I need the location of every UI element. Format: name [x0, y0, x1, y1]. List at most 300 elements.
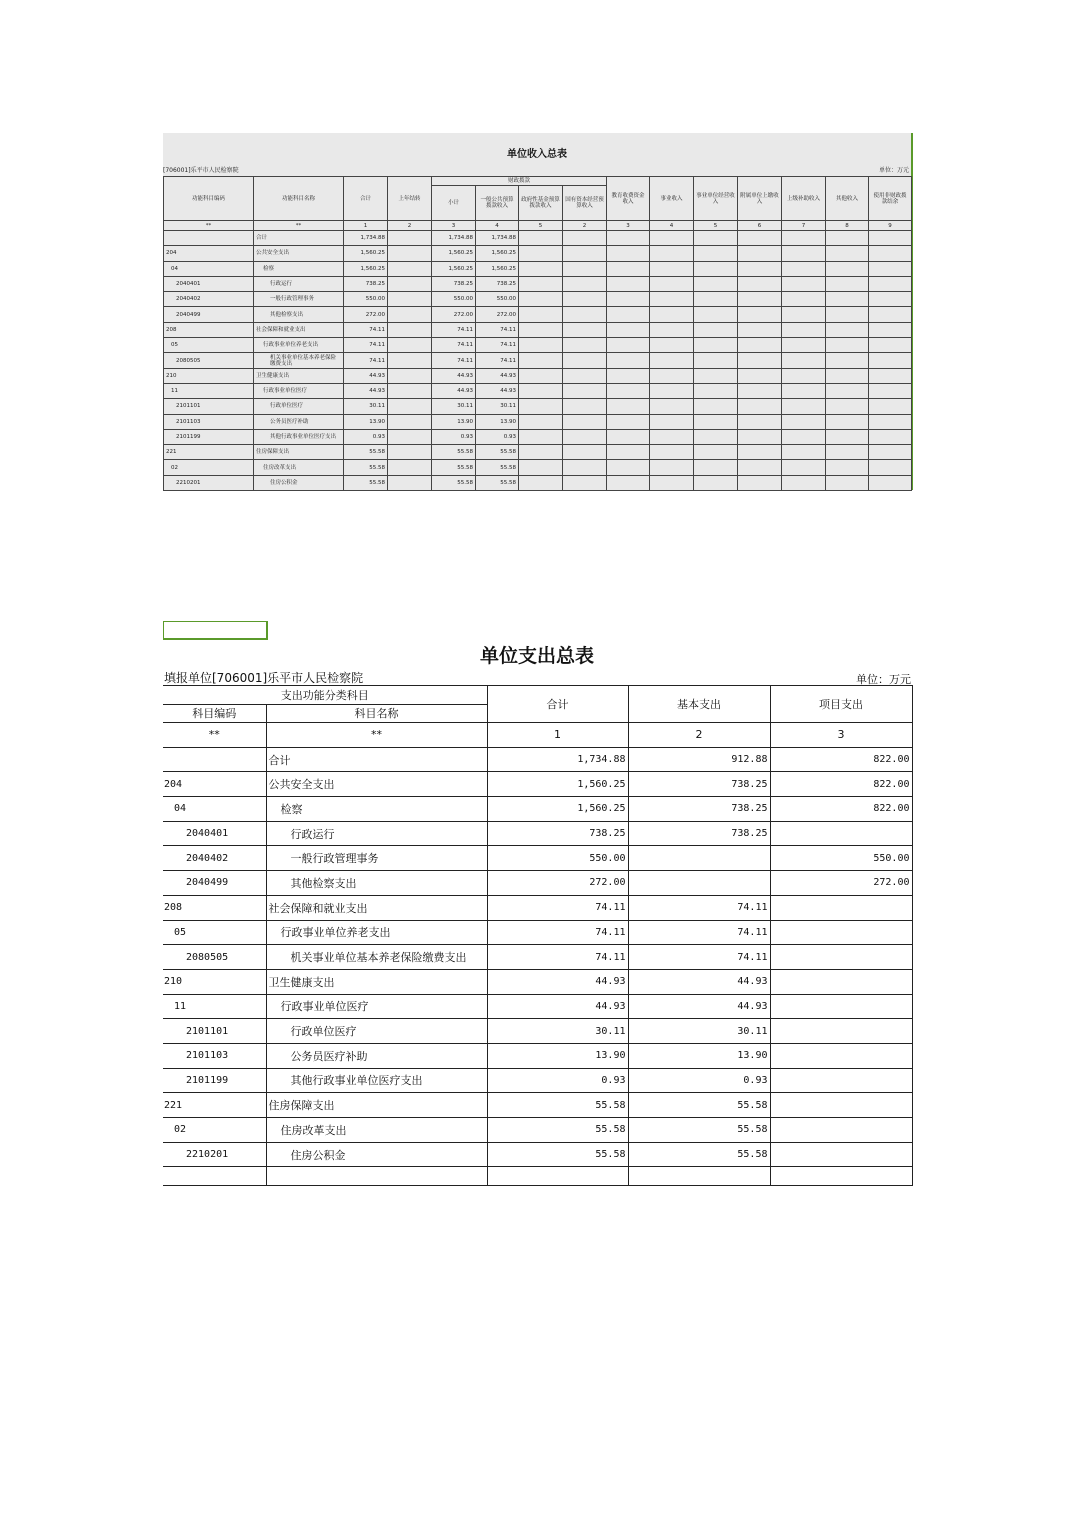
row-code: 210 — [164, 368, 254, 383]
row-code: 2101199 — [164, 429, 254, 444]
row-empty-cell — [519, 399, 563, 414]
row-empty-cell — [869, 307, 912, 322]
row-code: 2101103 — [163, 1043, 266, 1068]
expenditure-table-title: 单位支出总表 — [479, 645, 594, 667]
row-empty-cell — [869, 445, 912, 460]
row-empty-cell — [694, 475, 738, 490]
row-empty-cell — [563, 322, 607, 337]
row-total: 738.25 — [344, 276, 388, 291]
row-empty-cell — [782, 414, 826, 429]
header-total: 合计 — [487, 686, 628, 723]
row-total: 74.11 — [487, 945, 628, 970]
row-empty-cell — [869, 246, 912, 261]
table-row — [164, 322, 912, 337]
row-carryover — [388, 338, 432, 353]
row-general-budget: 74.11 — [476, 338, 519, 353]
row-empty-cell — [607, 460, 650, 475]
row-empty-cell — [563, 353, 607, 368]
row-general-budget: 1,560.25 — [476, 261, 519, 276]
row-name: 其他检察支出 — [266, 871, 487, 896]
row-project: 822.00 — [770, 772, 912, 797]
row-basic: 44.93 — [628, 969, 770, 994]
row-empty-cell — [563, 429, 607, 444]
row-empty-cell — [782, 475, 826, 490]
row-empty-cell — [694, 276, 738, 291]
row-empty-cell — [694, 445, 738, 460]
row-total: 74.11 — [344, 353, 388, 368]
income-number-row — [164, 221, 912, 231]
row-empty-cell — [607, 445, 650, 460]
row-empty-cell — [782, 383, 826, 398]
row-empty-cell — [694, 246, 738, 261]
row-code: 2040401 — [163, 821, 266, 846]
row-empty-cell — [826, 475, 869, 490]
row-empty-cell — [607, 261, 650, 276]
row-name: 一般行政管理事务 — [254, 292, 344, 307]
row-code: 2080505 — [164, 353, 254, 368]
row-empty-cell — [869, 383, 912, 398]
row-basic: 44.93 — [628, 994, 770, 1019]
expenditure-table — [163, 685, 913, 1186]
row-fiscal-subtotal: 55.58 — [432, 475, 476, 490]
column-number: 8 — [826, 221, 869, 231]
table-row — [164, 231, 912, 246]
row-name: 行政运行 — [254, 276, 344, 291]
row-empty-cell — [519, 338, 563, 353]
header-other: 上级补助收入 — [782, 177, 826, 221]
header-carryover: 上年结转 — [388, 177, 432, 221]
row-code: 02 — [164, 460, 254, 475]
row-total: 550.00 — [487, 846, 628, 871]
row-name: 公共安全支出 — [266, 772, 487, 797]
row-name: 住房公积金 — [266, 1142, 487, 1167]
row-empty-cell — [694, 429, 738, 444]
row-general-budget: 0.93 — [476, 429, 519, 444]
row-empty-cell — [738, 246, 782, 261]
row-total: 44.93 — [344, 368, 388, 383]
table-row — [164, 292, 912, 307]
row-general-budget: 738.25 — [476, 276, 519, 291]
row-total: 1,734.88 — [487, 747, 628, 772]
row-empty-cell — [782, 429, 826, 444]
row-empty-cell — [782, 246, 826, 261]
row-empty-cell — [563, 261, 607, 276]
table-row — [163, 1093, 912, 1118]
row-total: 272.00 — [344, 307, 388, 322]
row-empty-cell — [519, 368, 563, 383]
row-empty-cell — [694, 307, 738, 322]
row-empty-cell — [563, 307, 607, 322]
header-other: 使用非财政拨款结余 — [869, 177, 912, 221]
header-name: 功能科目名称 — [254, 177, 344, 221]
row-carryover — [388, 292, 432, 307]
expenditure-number-row — [163, 723, 912, 748]
row-total: 13.90 — [487, 1043, 628, 1068]
row-carryover — [388, 368, 432, 383]
table-row — [163, 945, 912, 970]
row-code: 04 — [163, 797, 266, 822]
row-empty-cell — [826, 322, 869, 337]
table-row — [163, 871, 912, 896]
table-row — [164, 261, 912, 276]
header-other: 事业收入 — [650, 177, 694, 221]
header-other: 附属单位上缴收入 — [738, 177, 782, 221]
row-project — [770, 994, 912, 1019]
row-general-budget: 74.11 — [476, 353, 519, 368]
row-project: 272.00 — [770, 871, 912, 896]
row-name: 公务员医疗补助 — [266, 1043, 487, 1068]
row-empty-cell — [782, 445, 826, 460]
row-name: 机关事业单位基本养老保险缴费支出 — [254, 353, 344, 368]
row-carryover — [388, 322, 432, 337]
column-number: ** — [254, 221, 344, 231]
row-empty-cell — [738, 307, 782, 322]
blank-row — [163, 1167, 912, 1186]
row-name: 公务员医疗补助 — [254, 414, 344, 429]
row-basic: 912.88 — [628, 747, 770, 772]
row-empty-cell — [694, 368, 738, 383]
header-fiscal-group: 财政拨款 — [432, 177, 607, 186]
row-fiscal-subtotal: 272.00 — [432, 307, 476, 322]
row-carryover — [388, 399, 432, 414]
row-project — [770, 1043, 912, 1068]
row-empty-cell — [694, 399, 738, 414]
row-project — [770, 945, 912, 970]
row-empty-cell — [782, 338, 826, 353]
row-empty-cell — [650, 276, 694, 291]
row-code: 11 — [163, 994, 266, 1019]
row-empty-cell — [826, 338, 869, 353]
row-carryover — [388, 246, 432, 261]
row-empty-cell — [650, 307, 694, 322]
row-empty-cell — [650, 322, 694, 337]
row-basic: 0.93 — [628, 1068, 770, 1093]
column-number: 5 — [519, 221, 563, 231]
row-project — [770, 895, 912, 920]
table-row — [164, 429, 912, 444]
row-empty-cell — [869, 353, 912, 368]
row-name: 行政单位医疗 — [254, 399, 344, 414]
row-name: 行政事业单位医疗 — [254, 383, 344, 398]
row-empty-cell — [738, 383, 782, 398]
table-row — [164, 460, 912, 475]
row-project — [770, 969, 912, 994]
table-row — [163, 920, 912, 945]
row-empty-cell — [782, 276, 826, 291]
row-general-budget: 55.58 — [476, 445, 519, 460]
column-number: 3 — [770, 723, 912, 748]
table-row — [163, 1043, 912, 1068]
row-empty-cell — [826, 231, 869, 246]
row-code: 208 — [164, 322, 254, 337]
row-empty-cell — [650, 383, 694, 398]
header-group: 支出功能分类科目 — [163, 686, 487, 705]
row-empty-cell — [782, 231, 826, 246]
row-empty-cell — [738, 338, 782, 353]
table-row — [164, 307, 912, 322]
column-number: 4 — [650, 221, 694, 231]
row-empty-cell — [563, 276, 607, 291]
header-fiscal-sub: 小计 — [432, 186, 476, 221]
expenditure-unit-label: 单位：万元 — [856, 673, 911, 686]
header-total: 合计 — [344, 177, 388, 221]
table-row — [164, 246, 912, 261]
row-carryover — [388, 414, 432, 429]
row-total: 1,734.88 — [344, 231, 388, 246]
row-empty-cell — [738, 322, 782, 337]
row-name: 公共安全支出 — [254, 246, 344, 261]
header-name: 科目名称 — [266, 704, 487, 723]
row-empty-cell — [782, 261, 826, 276]
column-number: ** — [163, 723, 266, 748]
row-carryover — [388, 353, 432, 368]
row-name: 社会保障和就业支出 — [254, 322, 344, 337]
row-code: 05 — [163, 920, 266, 945]
row-basic: 74.11 — [628, 920, 770, 945]
row-total: 13.90 — [344, 414, 388, 429]
table-row — [163, 1118, 912, 1143]
row-empty-cell — [826, 399, 869, 414]
row-fiscal-subtotal: 550.00 — [432, 292, 476, 307]
table-row — [163, 969, 912, 994]
row-total: 55.58 — [487, 1093, 628, 1118]
row-empty-cell — [694, 383, 738, 398]
row-empty-cell — [650, 338, 694, 353]
row-empty-cell — [694, 292, 738, 307]
row-fiscal-subtotal: 13.90 — [432, 414, 476, 429]
row-empty-cell — [607, 322, 650, 337]
row-empty-cell — [869, 261, 912, 276]
row-name: 行政单位医疗 — [266, 1019, 487, 1044]
header-code: 功能科目编码 — [164, 177, 254, 221]
row-basic: 74.11 — [628, 945, 770, 970]
row-empty-cell — [738, 460, 782, 475]
row-empty-cell — [826, 429, 869, 444]
row-general-budget: 30.11 — [476, 399, 519, 414]
row-empty-cell — [607, 276, 650, 291]
column-number: 5 — [694, 221, 738, 231]
row-empty-cell — [519, 383, 563, 398]
header-other: 其他收入 — [826, 177, 869, 221]
income-unit-label: 单位：万元 — [878, 167, 909, 174]
row-basic: 55.58 — [628, 1118, 770, 1143]
row-empty-cell — [563, 368, 607, 383]
row-code: 221 — [163, 1093, 266, 1118]
row-empty-cell — [869, 368, 912, 383]
column-number: 2 — [563, 221, 607, 231]
row-empty-cell — [563, 399, 607, 414]
row-empty-cell — [738, 292, 782, 307]
row-code: 2210201 — [163, 1142, 266, 1167]
row-fiscal-subtotal: 0.93 — [432, 429, 476, 444]
table-row — [163, 821, 912, 846]
row-general-budget: 1,734.88 — [476, 231, 519, 246]
row-empty-cell — [782, 460, 826, 475]
row-fiscal-subtotal: 738.25 — [432, 276, 476, 291]
row-project: 822.00 — [770, 747, 912, 772]
row-empty-cell — [826, 246, 869, 261]
table-row — [164, 414, 912, 429]
row-empty-cell — [607, 353, 650, 368]
row-fiscal-subtotal: 55.58 — [432, 460, 476, 475]
row-name: 检察 — [254, 261, 344, 276]
row-carryover — [388, 445, 432, 460]
row-total: 55.58 — [344, 475, 388, 490]
row-project — [770, 1068, 912, 1093]
row-name: 合计 — [266, 747, 487, 772]
row-name: 社会保障和就业支出 — [266, 895, 487, 920]
row-empty-cell — [738, 399, 782, 414]
row-empty-cell — [782, 292, 826, 307]
row-basic: 738.25 — [628, 821, 770, 846]
header-fiscal-sub: 国有资本经营预算收入 — [563, 186, 607, 221]
row-empty-cell — [869, 460, 912, 475]
row-empty-cell — [519, 475, 563, 490]
row-total: 55.58 — [487, 1142, 628, 1167]
row-basic: 738.25 — [628, 797, 770, 822]
row-code: 02 — [163, 1118, 266, 1143]
header-other: 事业单位经营收入 — [694, 177, 738, 221]
row-code: 204 — [164, 246, 254, 261]
row-general-budget: 44.93 — [476, 368, 519, 383]
header-other: 教育收费资金收入 — [607, 177, 650, 221]
table-row — [163, 994, 912, 1019]
row-empty-cell — [782, 368, 826, 383]
row-project: 550.00 — [770, 846, 912, 871]
header-fiscal-sub: 政府性基金预算拨款收入 — [519, 186, 563, 221]
row-empty-cell — [650, 445, 694, 460]
row-empty-cell — [519, 292, 563, 307]
row-name: 住房保障支出 — [266, 1093, 487, 1118]
row-empty-cell — [650, 368, 694, 383]
row-code: 05 — [164, 338, 254, 353]
row-empty-cell — [738, 231, 782, 246]
row-empty-cell — [738, 276, 782, 291]
row-general-budget: 550.00 — [476, 292, 519, 307]
row-name: 行政事业单位医疗 — [266, 994, 487, 1019]
row-empty-cell — [826, 414, 869, 429]
row-code: 210 — [163, 969, 266, 994]
row-total: 1,560.25 — [487, 772, 628, 797]
table-row — [164, 338, 912, 353]
row-basic: 55.58 — [628, 1142, 770, 1167]
column-number: ** — [164, 221, 254, 231]
row-fiscal-subtotal: 74.11 — [432, 322, 476, 337]
table-row — [164, 276, 912, 291]
row-empty-cell — [563, 475, 607, 490]
row-empty-cell — [826, 460, 869, 475]
row-code: 2040402 — [164, 292, 254, 307]
row-empty-cell — [563, 445, 607, 460]
row-carryover — [388, 276, 432, 291]
column-number: ** — [266, 723, 487, 748]
row-project — [770, 1142, 912, 1167]
row-basic — [628, 871, 770, 896]
row-empty-cell — [650, 292, 694, 307]
row-empty-cell — [519, 276, 563, 291]
row-empty-cell — [607, 414, 650, 429]
row-empty-cell — [563, 460, 607, 475]
row-fiscal-subtotal: 74.11 — [432, 338, 476, 353]
row-empty-cell — [650, 429, 694, 444]
table-row — [163, 1142, 912, 1167]
column-number: 1 — [344, 221, 388, 231]
row-project — [770, 920, 912, 945]
row-empty-cell — [826, 368, 869, 383]
row-empty-cell — [826, 292, 869, 307]
row-empty-cell — [738, 368, 782, 383]
selected-cell[interactable] — [163, 621, 268, 640]
row-empty-cell — [869, 414, 912, 429]
row-empty-cell — [563, 414, 607, 429]
table-row — [164, 475, 912, 490]
row-empty-cell — [607, 338, 650, 353]
row-empty-cell — [869, 231, 912, 246]
row-basic: 30.11 — [628, 1019, 770, 1044]
row-empty-cell — [563, 231, 607, 246]
row-empty-cell — [694, 338, 738, 353]
row-empty-cell — [738, 261, 782, 276]
row-empty-cell — [519, 414, 563, 429]
row-name: 住房保障支出 — [254, 445, 344, 460]
row-total: 0.93 — [487, 1068, 628, 1093]
row-empty-cell — [869, 292, 912, 307]
row-carryover — [388, 231, 432, 246]
row-empty-cell — [650, 414, 694, 429]
row-empty-cell — [607, 368, 650, 383]
row-fiscal-subtotal: 44.93 — [432, 368, 476, 383]
row-fiscal-subtotal: 74.11 — [432, 353, 476, 368]
row-carryover — [388, 261, 432, 276]
table-row — [163, 1019, 912, 1044]
row-empty-cell — [607, 475, 650, 490]
row-carryover — [388, 475, 432, 490]
row-general-budget: 1,560.25 — [476, 246, 519, 261]
row-empty-cell — [650, 246, 694, 261]
row-empty-cell — [519, 445, 563, 460]
row-basic: 55.58 — [628, 1093, 770, 1118]
column-number: 6 — [738, 221, 782, 231]
row-fiscal-subtotal: 1,560.25 — [432, 261, 476, 276]
row-general-budget: 55.58 — [476, 460, 519, 475]
row-code: 2101103 — [164, 414, 254, 429]
row-empty-cell — [563, 246, 607, 261]
row-total: 1,560.25 — [344, 261, 388, 276]
empty-cell — [770, 1167, 912, 1186]
row-total: 74.11 — [344, 338, 388, 353]
row-total: 44.93 — [487, 969, 628, 994]
empty-cell — [487, 1167, 628, 1186]
row-project — [770, 1093, 912, 1118]
empty-cell — [628, 1167, 770, 1186]
table-row — [163, 772, 912, 797]
row-name: 行政事业单位养老支出 — [266, 920, 487, 945]
income-table — [163, 176, 912, 491]
row-empty-cell — [826, 445, 869, 460]
row-total: 44.93 — [487, 994, 628, 1019]
row-name: 其他检察支出 — [254, 307, 344, 322]
row-general-budget: 272.00 — [476, 307, 519, 322]
table-row — [164, 368, 912, 383]
row-empty-cell — [650, 399, 694, 414]
row-name: 行政事业单位养老支出 — [254, 338, 344, 353]
table-row — [164, 353, 912, 368]
row-empty-cell — [738, 353, 782, 368]
row-empty-cell — [563, 338, 607, 353]
row-name: 检察 — [266, 797, 487, 822]
row-empty-cell — [563, 383, 607, 398]
row-total: 55.58 — [487, 1118, 628, 1143]
